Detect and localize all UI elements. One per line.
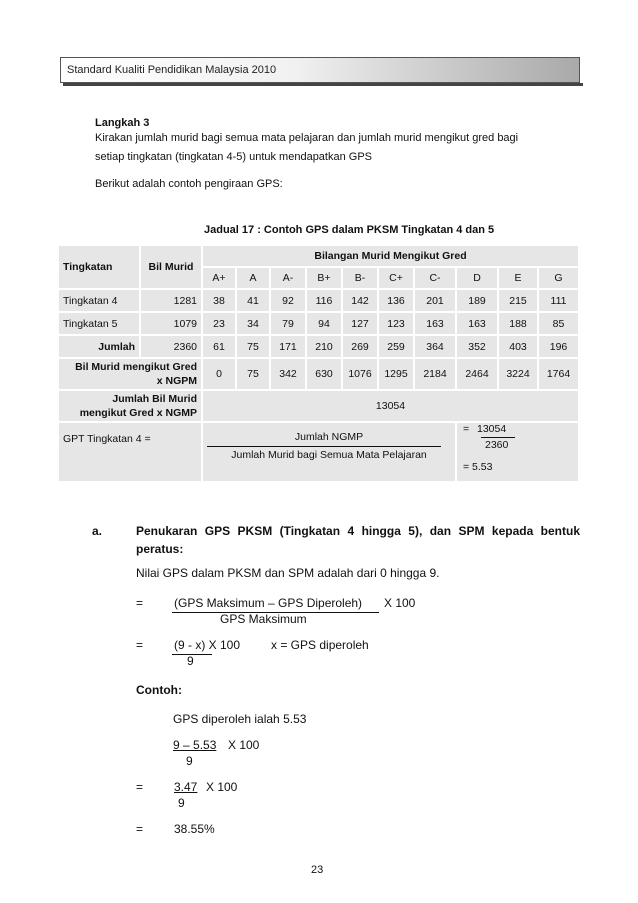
- gpt-eq-prefix: =: [463, 423, 470, 435]
- table-row-gpt: [59, 423, 580, 483]
- cell: 630: [307, 359, 343, 391]
- calc2-numerator: 3.47: [174, 780, 198, 794]
- table-row-ngpm: [59, 359, 580, 391]
- row-label-ngmp: [59, 391, 203, 423]
- gpt-denominator: Jumlah Murid bagi Semua Mata Pelajaran: [231, 449, 427, 461]
- formula2-eq: =: [136, 638, 144, 652]
- contoh-label: Contoh:: [136, 683, 182, 697]
- row-label-ngmp-line-2: mengikut Gred x NGMP: [79, 407, 197, 419]
- row-label-ngmp-line-1: Jumlah Bil Murid: [112, 393, 197, 405]
- cell: 196: [539, 336, 580, 359]
- cell: 61: [203, 336, 237, 359]
- grade-header: E: [499, 268, 539, 290]
- table-caption: Jadual 17 : Contoh GPS dalam PKSM Tingkatan 4 dan 5: [204, 224, 495, 236]
- cell: 215: [499, 290, 539, 313]
- cell: 188: [499, 313, 539, 336]
- cell: 41: [237, 290, 271, 313]
- cell: 85: [539, 313, 580, 336]
- gpt-label: GPT Tingkatan 4 =: [59, 423, 203, 483]
- cell: 136: [379, 290, 415, 313]
- cell: 352: [457, 336, 499, 359]
- step-title: Langkah 3: [95, 117, 150, 129]
- cell: 2464: [457, 359, 499, 391]
- cell: 2184: [415, 359, 457, 391]
- header-shadow: [63, 83, 583, 86]
- gpt-result: = 5.53: [463, 461, 493, 473]
- table-row: [59, 290, 580, 313]
- formula1-eq: =: [136, 596, 144, 610]
- cell: 163: [457, 313, 499, 336]
- formula2-numerator: (9 - x) X 100: [174, 638, 241, 652]
- result-eq: =: [136, 822, 144, 836]
- row-label-ngpm-line-1: Bil Murid mengikut Gred: [75, 361, 197, 373]
- row-label-ngpm: [59, 359, 203, 391]
- row-label: Jumlah: [59, 336, 141, 359]
- table-row-total: [59, 336, 580, 359]
- cell: 403: [499, 336, 539, 359]
- cell: 0: [203, 359, 237, 391]
- contoh-text: GPS diperoleh ialah 5.53: [173, 712, 307, 726]
- grade-header: B+: [307, 268, 343, 290]
- cell: 142: [343, 290, 379, 313]
- gpt-eq-line: [481, 437, 515, 438]
- cell: 1764: [539, 359, 580, 391]
- section-marker: a.: [92, 524, 103, 538]
- cell: 92: [271, 290, 307, 313]
- formula2-definition: x = GPS diperoleh: [271, 638, 369, 652]
- grade-header: G: [539, 268, 580, 290]
- grade-header: D: [457, 268, 499, 290]
- page-header: [60, 57, 580, 83]
- grade-header: A+: [203, 268, 237, 290]
- header-grade-group: Bilangan Murid Mengikut Gred: [203, 246, 580, 268]
- grade-header: C+: [379, 268, 415, 290]
- table-row-ngmp: [59, 391, 580, 423]
- header-tingkatan: Tingkatan: [59, 246, 141, 290]
- cell: 1076: [343, 359, 379, 391]
- row-bil: 1281: [141, 290, 203, 313]
- grade-header: B-: [343, 268, 379, 290]
- gps-table: [59, 246, 580, 483]
- gpt-calc: [457, 423, 580, 483]
- formula2-denominator: 9: [187, 654, 194, 668]
- gpt-fraction-line: [207, 446, 441, 447]
- calc1-numerator: 9 – 5.53: [173, 738, 217, 752]
- cell: 127: [343, 313, 379, 336]
- range-text: Nilai GPS dalam PKSM dan SPM adalah dari 0 hingga 9.: [136, 566, 440, 580]
- cell: 210: [307, 336, 343, 359]
- cell: 189: [457, 290, 499, 313]
- table-row: [59, 313, 580, 336]
- ngmp-value: 13054: [203, 391, 580, 423]
- calc2-multiplier: X 100: [206, 780, 238, 794]
- result-value: 38.55%: [174, 822, 215, 836]
- grade-header: A-: [271, 268, 307, 290]
- cell: 75: [237, 336, 271, 359]
- row-label: Tingkatan 4: [59, 290, 141, 313]
- cell: 94: [307, 313, 343, 336]
- step-intro: Berikut adalah contoh pengiraan GPS:: [95, 178, 283, 190]
- cell: 364: [415, 336, 457, 359]
- row-bil: 1079: [141, 313, 203, 336]
- cell: 269: [343, 336, 379, 359]
- row-bil: 2360: [141, 336, 203, 359]
- cell: 123: [379, 313, 415, 336]
- cell: 163: [415, 313, 457, 336]
- grade-header: C-: [415, 268, 457, 290]
- formula1-numerator: (GPS Maksimum – GPS Diperoleh): [174, 596, 363, 610]
- gpt-eq-num: 13054: [477, 423, 507, 435]
- formula1-denominator: GPS Maksimum: [220, 612, 307, 626]
- cell: 201: [415, 290, 457, 313]
- header-bil-murid: Bil Murid: [141, 246, 203, 290]
- formula1-multiplier: X 100: [384, 596, 416, 610]
- gpt-numerator: Jumlah NGMP: [294, 431, 364, 443]
- section-heading-line-1: Penukaran GPS PKSM (Tingkatan 4 hingga 5), dan SPM kepada bentuk: [136, 524, 580, 538]
- cell: 23: [203, 313, 237, 336]
- gpt-formula: [203, 423, 457, 483]
- row-label: Tingkatan 5: [59, 313, 141, 336]
- cell: 1295: [379, 359, 415, 391]
- calc1-denominator: 9: [186, 754, 193, 768]
- cell: 111: [539, 290, 580, 313]
- grade-header: A: [237, 268, 271, 290]
- cell: 259: [379, 336, 415, 359]
- calc2-eq: =: [136, 780, 144, 794]
- cell: 171: [271, 336, 307, 359]
- row-label-ngpm-line-2: x NGPM: [156, 375, 197, 387]
- cell: 342: [271, 359, 307, 391]
- cell: 116: [307, 290, 343, 313]
- header-title: Standard Kualiti Pendidikan Malaysia 2010: [67, 64, 277, 76]
- step-line-2: setiap tingkatan (tingkatan 4-5) untuk mendapatkan GPS: [95, 151, 373, 163]
- page-number: 23: [311, 864, 324, 876]
- gpt-eq-den: 2360: [485, 439, 509, 451]
- step-line-1: Kirakan jumlah murid bagi semua mata pelajaran dan jumlah murid mengikut gred bagi: [95, 132, 519, 144]
- calc2-denominator: 9: [178, 796, 185, 810]
- calc1-multiplier: X 100: [228, 738, 260, 752]
- cell: 3224: [499, 359, 539, 391]
- cell: 34: [237, 313, 271, 336]
- cell: 38: [203, 290, 237, 313]
- cell: 79: [271, 313, 307, 336]
- cell: 75: [237, 359, 271, 391]
- section-heading-line-2: peratus:: [136, 542, 184, 556]
